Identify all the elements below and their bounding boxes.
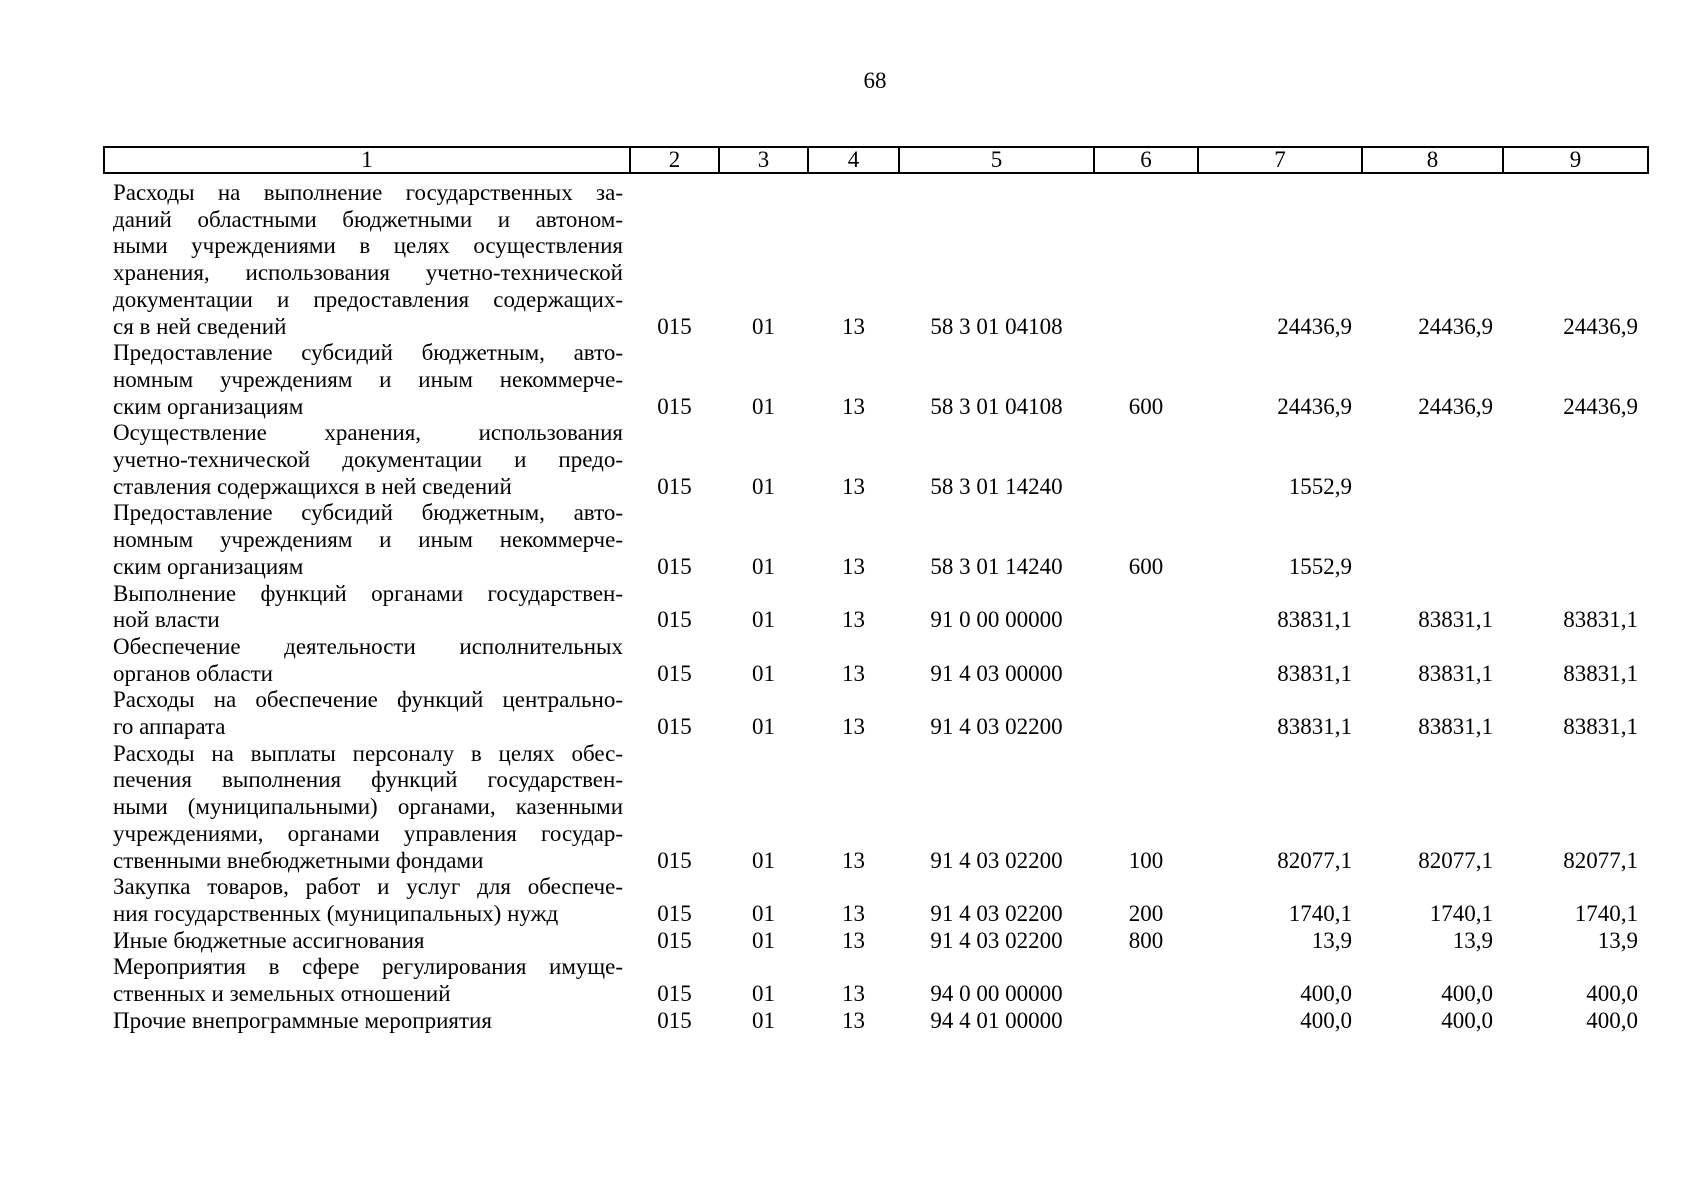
table-cell: 58 3 01 14240 [930,473,1063,499]
description-line: ставления содержащихся в ней сведений [113,473,512,499]
column-header: 2 [630,147,719,173]
table-cell: 13,9 [1311,927,1352,953]
table-cell: 01 [752,927,775,953]
table-cell [1094,420,1198,500]
table-cell: 13 [842,553,865,579]
table-cell: 01 [752,607,775,633]
table-cell: 600 [1128,393,1164,419]
row-description [104,340,630,420]
table-cell: 91 4 03 02200 [930,927,1063,953]
table-cell: 400,0 [1441,981,1493,1007]
table-cell: 24436,9 [1563,313,1638,339]
table-cell [1094,173,1198,340]
description-line: го аппарата [113,714,226,740]
row-description [104,581,630,634]
table-cell: 015 [657,981,692,1007]
table-cell: 015 [657,927,692,953]
table-cell: 58 3 01 14240 [930,553,1063,579]
table-row [104,687,1648,740]
table-cell: 13 [842,714,865,740]
row-description [104,173,630,340]
description-line: ной власти [113,607,220,633]
table-cell: 400,0 [1300,1007,1352,1033]
table-cell: 015 [657,714,692,740]
row-description [104,634,630,687]
row-description [104,928,630,955]
table-cell: 13 [842,981,865,1007]
table-cell: 015 [657,553,692,579]
table-cell: 94 0 00 00000 [930,981,1063,1007]
table-cell: 91 4 03 02200 [930,900,1063,926]
table-cell: 015 [657,313,692,339]
row-description [104,741,630,875]
description-line: ственными внебюджетными фондами [113,847,484,873]
column-header: 7 [1198,147,1362,173]
table-cell: 13 [842,927,865,953]
table-cell: 24436,9 [1418,393,1493,419]
table-cell: 01 [752,660,775,686]
description-line: Расходы на выплаты персоналу в целях обес- [113,740,623,766]
table-cell: 13 [842,393,865,419]
table-cell: 91 0 00 00000 [930,607,1063,633]
table-cell: 200 [1128,900,1164,926]
description-line: учреждениями, органами управления государ- [113,820,623,846]
description-line: Предоставление субсидий бюджетным, авто- [113,500,623,526]
table-cell: 13 [842,660,865,686]
table-cell [1094,581,1198,634]
table-row [104,340,1648,420]
table-cell: 83831,1 [1277,660,1352,686]
table-cell: 13 [842,900,865,926]
header-row [104,147,1648,173]
table-cell: 400,0 [1441,1007,1493,1033]
column-header: 9 [1503,147,1648,173]
description-line: Прочие внепрограммные мероприятия [113,1007,492,1033]
table-row [104,500,1648,580]
table-cell: 13,9 [1452,927,1493,953]
description-line: Осуществление хранения, использования [113,420,623,446]
column-header: 6 [1094,147,1198,173]
description-line: номным учреждениям и иным некоммерче- [113,527,623,553]
description-line: Выполнение функций органами государствен- [113,580,623,606]
table-cell [1094,954,1198,1007]
table-cell: 015 [657,847,692,873]
row-description [104,500,630,580]
table-cell: 82077,1 [1277,847,1352,873]
table-cell: 13 [842,313,865,339]
table-cell [1094,634,1198,687]
table-cell: 83831,1 [1418,660,1493,686]
table-cell: 91 4 03 02200 [930,714,1063,740]
table-cell: 015 [657,393,692,419]
page-number: 68 [863,68,887,93]
table-cell: 91 4 03 02200 [930,847,1063,873]
table-row [104,928,1648,955]
table-cell: 01 [752,473,775,499]
description-line: ния государственных (муниципальных) нужд [113,900,559,926]
table-cell: 13 [842,847,865,873]
table-cell: 24436,9 [1277,313,1352,339]
column-header: 8 [1362,147,1503,173]
table-row [104,420,1648,500]
table-row [104,741,1648,875]
table-cell: 01 [752,714,775,740]
description-line: ственных и земельных отношений [113,981,451,1007]
table-body [104,173,1648,1035]
description-line: номным учреждениям и иным некоммерче- [113,366,623,392]
table-cell: 1740,1 [1429,900,1493,926]
table-cell: 94 4 01 00000 [930,1007,1063,1033]
table-cell [1094,687,1198,740]
table-cell: 400,0 [1586,1007,1638,1033]
table-cell: 91 4 03 00000 [930,660,1063,686]
table-cell: 13 [842,607,865,633]
table-cell [1094,1008,1198,1035]
table-cell: 1740,1 [1288,900,1352,926]
table-cell [1503,500,1648,580]
table-cell: 400,0 [1300,981,1352,1007]
table-cell: 83831,1 [1563,660,1638,686]
table-cell: 01 [752,900,775,926]
description-line: ся в ней сведений [113,313,287,339]
description-line: ными учреждениями в целях осуществления [113,233,623,259]
column-header: 4 [808,147,899,173]
description-line: ским организациям [113,553,304,579]
description-line: Расходы на обеспечение функций центрально- [113,687,623,713]
description-line: хранения, использования учетно-технической [113,260,623,286]
table-cell: 83831,1 [1277,607,1352,633]
table-header [104,147,1648,173]
table-cell: 58 3 01 04108 [930,313,1063,339]
table-cell [1503,420,1648,500]
table-cell: 01 [752,553,775,579]
table-cell: 1740,1 [1574,900,1638,926]
table-cell: 82077,1 [1563,847,1638,873]
row-description [104,874,630,927]
row-description [104,687,630,740]
table-row [104,581,1648,634]
table-cell: 1552,9 [1288,473,1352,499]
column-header: 3 [719,147,808,173]
table-cell: 58 3 01 04108 [930,393,1063,419]
table-cell: 01 [752,313,775,339]
column-header: 1 [104,147,630,173]
description-line: Обеспечение деятельности исполнительных [113,633,623,659]
table-cell: 24436,9 [1563,393,1638,419]
table-cell: 24436,9 [1418,313,1493,339]
table-cell: 015 [657,607,692,633]
table-cell: 01 [752,1007,775,1033]
table-cell: 13 [842,473,865,499]
table-row [104,634,1648,687]
table-cell: 015 [657,1007,692,1033]
budget-table [103,146,1649,1035]
table-cell [1362,420,1503,500]
table-row [104,954,1648,1007]
description-line: даний областными бюджетными и автоном- [113,206,623,232]
description-line: Мероприятия в сфере регулирования имуще- [113,954,623,980]
description-line: Расходы на выполнение государственных за- [113,180,623,205]
table-row [104,1008,1648,1035]
description-line: Предоставление субсидий бюджетным, авто- [113,340,623,366]
table-row [104,173,1648,340]
table-cell: 13,9 [1597,927,1638,953]
table-cell [1362,500,1503,580]
table-row [104,874,1648,927]
table-cell: 1552,9 [1288,553,1352,579]
description-line: ными (муниципальными) органами, казенными [113,794,623,820]
row-description [104,954,630,1007]
table-cell: 83831,1 [1277,714,1352,740]
row-description [104,420,630,500]
table-cell: 015 [657,660,692,686]
table-cell: 800 [1128,927,1164,953]
table-cell: 015 [657,900,692,926]
row-description [104,1008,630,1035]
description-line: учетно-технической документации и предо- [113,447,623,473]
table-cell: 01 [752,847,775,873]
table-cell: 015 [657,473,692,499]
description-line: печения выполнения функций государствен- [113,767,623,793]
table-cell: 600 [1128,553,1164,579]
table-cell: 83831,1 [1563,714,1638,740]
table-cell: 13 [842,1007,865,1033]
description-line: органов области [113,660,273,686]
table-cell: 01 [752,981,775,1007]
column-header: 5 [899,147,1094,173]
table-cell: 82077,1 [1418,847,1493,873]
table-cell: 24436,9 [1277,393,1352,419]
table-cell: 100 [1128,847,1164,873]
table-cell: 83831,1 [1418,607,1493,633]
description-line: документации и предоставления содержащих- [113,286,623,312]
description-line: Закупка товаров, работ и услуг для обеспече- [113,874,623,900]
table-cell: 400,0 [1586,981,1638,1007]
table-cell: 83831,1 [1418,714,1493,740]
table-cell: 01 [752,393,775,419]
description-line: ским организациям [113,393,304,419]
table-cell: 83831,1 [1563,607,1638,633]
description-line: Иные бюджетные ассигнования [113,927,425,953]
